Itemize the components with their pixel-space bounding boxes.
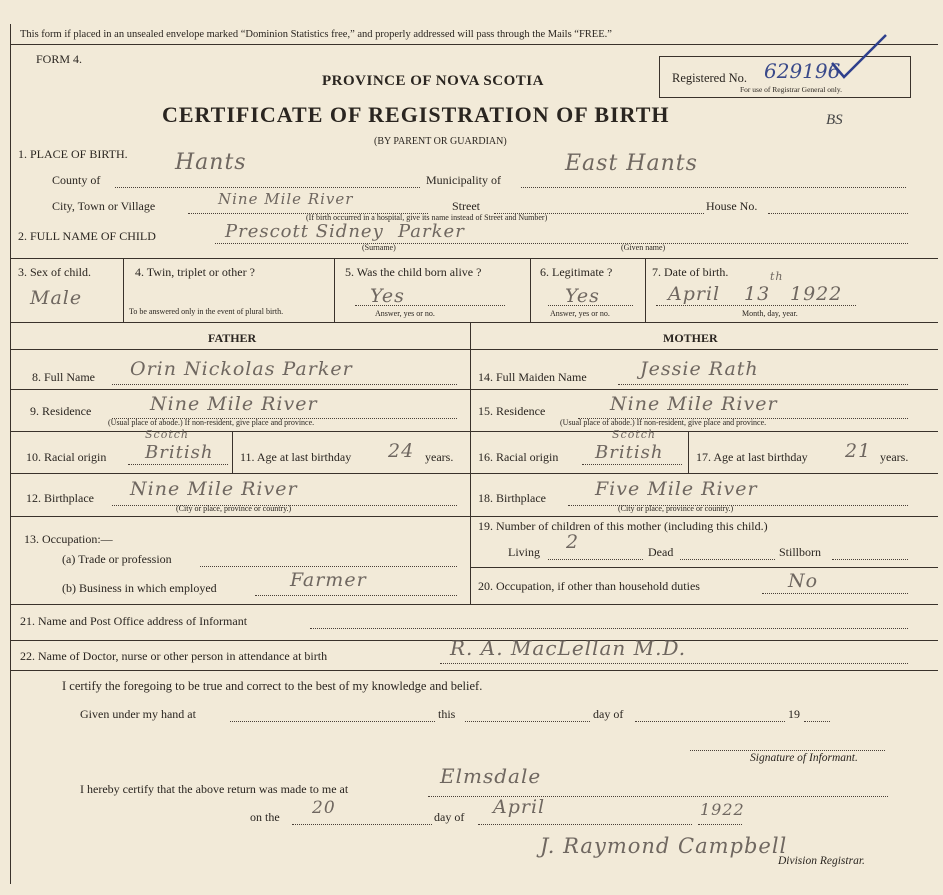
house-no-label: House No. <box>706 199 758 213</box>
hereby-place-value: Elmsdale <box>440 764 542 788</box>
twin-note: To be answered only in the event of plural birth. <box>129 307 284 316</box>
given-under-hand-label: Given under my hand at <box>80 707 196 721</box>
hospital-note: (If birth occurred in a hospital, give its name instead of Street and Number) <box>306 213 548 222</box>
registration-year-line <box>698 824 742 825</box>
father-row4-rule <box>10 516 470 517</box>
trade-line <box>200 566 457 567</box>
mother-residence-note: (Usual place of abode.) If non-resident, give place and province. <box>560 418 767 427</box>
twin-label: 4. Twin, triplet or other ? <box>135 265 255 279</box>
mother-row5-rule <box>470 567 938 568</box>
informant-label: 21. Name and Post Office address of Informant <box>20 614 248 628</box>
mother-row1-rule <box>470 389 938 390</box>
father-heading: FATHER <box>208 331 257 345</box>
given-month-line <box>635 721 785 722</box>
row3-top-rule <box>10 258 938 259</box>
registered-number: 629196 <box>764 59 841 83</box>
mother-occupation-value: No <box>788 570 819 592</box>
mother-birthplace-note: (City or place, province or country.) <box>618 504 734 513</box>
day-of-line <box>478 824 692 825</box>
business-label: (b) Business in which employed <box>62 581 217 595</box>
child-surname: Parker <box>398 221 465 242</box>
born-alive-note: Answer, yes or no. <box>375 309 435 318</box>
certificate-title: CERTIFICATE OF REGISTRATION OF BIRTH <box>162 102 670 127</box>
given-year-label: 19 <box>788 707 800 721</box>
city-value: Nine Mile River <box>218 190 354 208</box>
mother-birthplace-value: Five Mile River <box>595 478 758 500</box>
mother-age-divider <box>688 431 689 473</box>
parents-divider <box>470 322 471 604</box>
father-racial-above: Scotch <box>145 428 189 441</box>
informant-signature-line <box>690 750 885 751</box>
birth-day: 13 <box>744 283 771 305</box>
sex-value: Male <box>30 287 83 309</box>
stillborn-line <box>832 559 908 560</box>
registrar-general-note: For use of Registrar General only. <box>740 85 842 94</box>
born-alive-label: 5. Was the child born alive ? <box>345 265 482 279</box>
mother-birthplace-label: 18. Birthplace <box>478 491 546 505</box>
father-row2-rule <box>10 431 470 432</box>
legitimate-line <box>548 305 633 306</box>
trade-label: (a) Trade or profession <box>62 552 172 566</box>
informant-line <box>310 628 908 629</box>
certificate-subtitle: (BY PARENT OR GUARDIAN) <box>374 136 507 147</box>
doctor-bottom-rule <box>10 670 938 671</box>
birth-month: April <box>668 283 721 305</box>
stamp-mark: BS <box>826 112 843 128</box>
father-age-divider <box>232 431 233 473</box>
municipality-value: East Hants <box>565 151 698 176</box>
municipality-label: Municipality of <box>426 173 501 187</box>
certify-statement: I certify the foregoing to be true and correct to the best of my knowledge and belief. <box>62 679 483 693</box>
county-label: County of <box>52 173 101 187</box>
row3-divider-4 <box>645 258 646 322</box>
county-value: Hants <box>175 150 247 175</box>
father-age-label: 11. Age at last birthday <box>240 450 352 464</box>
mailing-notice: This form if placed in an unsealed envelope marked “Dominion Statistics free,” and properly addressed will pass through the Mails “FREE.” <box>20 29 612 40</box>
father-name-line <box>112 384 457 385</box>
dead-label: Dead <box>648 545 674 559</box>
mother-residence-value: Nine Mile River <box>610 393 778 415</box>
date-line <box>656 305 856 306</box>
date-of-birth-label: 7. Date of birth. <box>652 265 729 279</box>
father-residence-note: (Usual place of abode.) If non-resident, give place and province. <box>108 418 315 427</box>
county-line <box>115 187 420 188</box>
registered-number-box <box>659 56 911 98</box>
legitimate-value: Yes <box>565 285 600 307</box>
mother-row4-rule <box>470 516 938 517</box>
mother-occupation-label: 20. Occupation, if other than household duties <box>478 579 700 593</box>
birth-year: 1922 <box>790 283 843 305</box>
living-value: 2 <box>566 531 580 553</box>
father-row1-rule <box>10 389 470 390</box>
mother-heading: MOTHER <box>663 331 718 345</box>
father-age-value: 24 <box>388 440 415 462</box>
house-line <box>768 213 908 214</box>
mother-row3-rule <box>470 473 938 474</box>
father-racial-value: British <box>145 442 214 463</box>
registrar-signature: J. Raymond Campbell <box>540 834 788 858</box>
given-year-line <box>804 721 830 722</box>
registration-month: April <box>493 796 546 818</box>
division-registrar-label: Division Registrar. <box>778 855 865 867</box>
father-name-label: 8. Full Name <box>32 370 95 384</box>
row3-divider-3 <box>530 258 531 322</box>
check-mark-icon <box>830 33 890 83</box>
mother-age-label: 17. Age at last birthday <box>696 450 808 464</box>
mother-name-label: 14. Full Maiden Name <box>478 370 587 384</box>
registration-year: 1922 <box>700 800 745 819</box>
mother-racial-above: Scotch <box>612 428 656 441</box>
mother-residence-label: 15. Residence <box>478 404 546 418</box>
child-name-line <box>215 243 908 244</box>
mother-age-value: 21 <box>845 440 872 462</box>
given-name-caption: (Given name) <box>621 243 666 252</box>
province-heading: PROVINCE OF NOVA SCOTIA <box>322 73 544 89</box>
doctor-label: 22. Name of Doctor, nurse or other person in attendance at birth <box>20 649 328 663</box>
mother-racial-line <box>582 464 682 465</box>
dead-line <box>680 559 775 560</box>
born-alive-value: Yes <box>370 285 405 307</box>
on-the-day-value: 20 <box>312 798 336 818</box>
legitimate-note: Answer, yes or no. <box>550 309 610 318</box>
place-of-birth-label: 1. PLACE OF BIRTH. <box>18 147 128 161</box>
surname-caption: (Surname) <box>362 243 396 252</box>
born-alive-line <box>355 305 505 306</box>
children-count-label: 19. Number of children of this mother (including this child.) <box>478 519 768 533</box>
mother-racial-value: British <box>595 442 664 463</box>
hereby-certify-label: I hereby certify that the above return was made to me at <box>80 782 349 796</box>
business-value: Farmer <box>290 569 367 591</box>
living-line <box>548 559 643 560</box>
father-name-value: Orin Nickolas Parker <box>130 358 353 380</box>
form-number: FORM 4. <box>36 52 83 66</box>
father-residence-value: Nine Mile River <box>150 393 318 415</box>
mother-name-line <box>618 384 908 385</box>
municipality-line <box>521 187 906 188</box>
doctor-value: R. A. MacLellan M.D. <box>450 636 687 660</box>
doctor-line <box>440 663 908 664</box>
stillborn-label: Stillborn <box>779 545 822 559</box>
legitimate-label: 6. Legitimate ? <box>540 265 613 279</box>
given-this-label: this <box>438 707 456 721</box>
given-day-line <box>465 721 590 722</box>
given-place-line <box>230 721 435 722</box>
father-years: years. <box>425 450 454 464</box>
mother-racial-label: 16. Racial origin <box>478 450 559 464</box>
on-the-line <box>292 824 432 825</box>
row3-bottom-rule <box>10 322 938 323</box>
child-given-name: Prescott Sidney <box>225 221 384 242</box>
city-label: City, Town or Village <box>52 199 156 213</box>
mother-row2-rule <box>470 431 938 432</box>
child-name-label: 2. FULL NAME OF CHILD <box>18 229 156 243</box>
mother-occupation-line <box>762 593 908 594</box>
on-the-label: on the <box>250 810 280 824</box>
row3-divider-2 <box>334 258 335 322</box>
father-residence-label: 9. Residence <box>30 404 92 418</box>
registered-label: Registered No. <box>672 71 747 85</box>
informant-signature-label: Signature of Informant. <box>750 752 858 764</box>
given-day-of-label: day of <box>593 707 624 721</box>
father-birthplace-note: (City or place, province or country.) <box>176 504 292 513</box>
mother-name-value: Jessie Rath <box>640 358 759 380</box>
business-line <box>255 595 457 596</box>
sex-label: 3. Sex of child. <box>18 265 91 279</box>
father-occupation-label: 13. Occupation:— <box>24 532 113 546</box>
left-border <box>10 24 11 884</box>
date-note: Month, day, year. <box>742 309 798 318</box>
father-racial-line <box>128 464 228 465</box>
father-birthplace-label: 12. Birthplace <box>26 491 94 505</box>
day-of-label: day of <box>434 810 465 824</box>
father-racial-label: 10. Racial origin <box>26 450 107 464</box>
father-birthplace-value: Nine Mile River <box>130 478 298 500</box>
top-rule <box>10 44 938 45</box>
informant-top-rule <box>10 604 938 605</box>
row3-divider-1 <box>123 258 124 322</box>
living-label: Living <box>508 545 540 559</box>
birth-day-suffix: th <box>770 270 784 283</box>
father-row3-rule <box>10 473 470 474</box>
parents-heading-rule <box>10 349 938 350</box>
mother-years: years. <box>880 450 909 464</box>
street-label: Street <box>452 199 480 213</box>
